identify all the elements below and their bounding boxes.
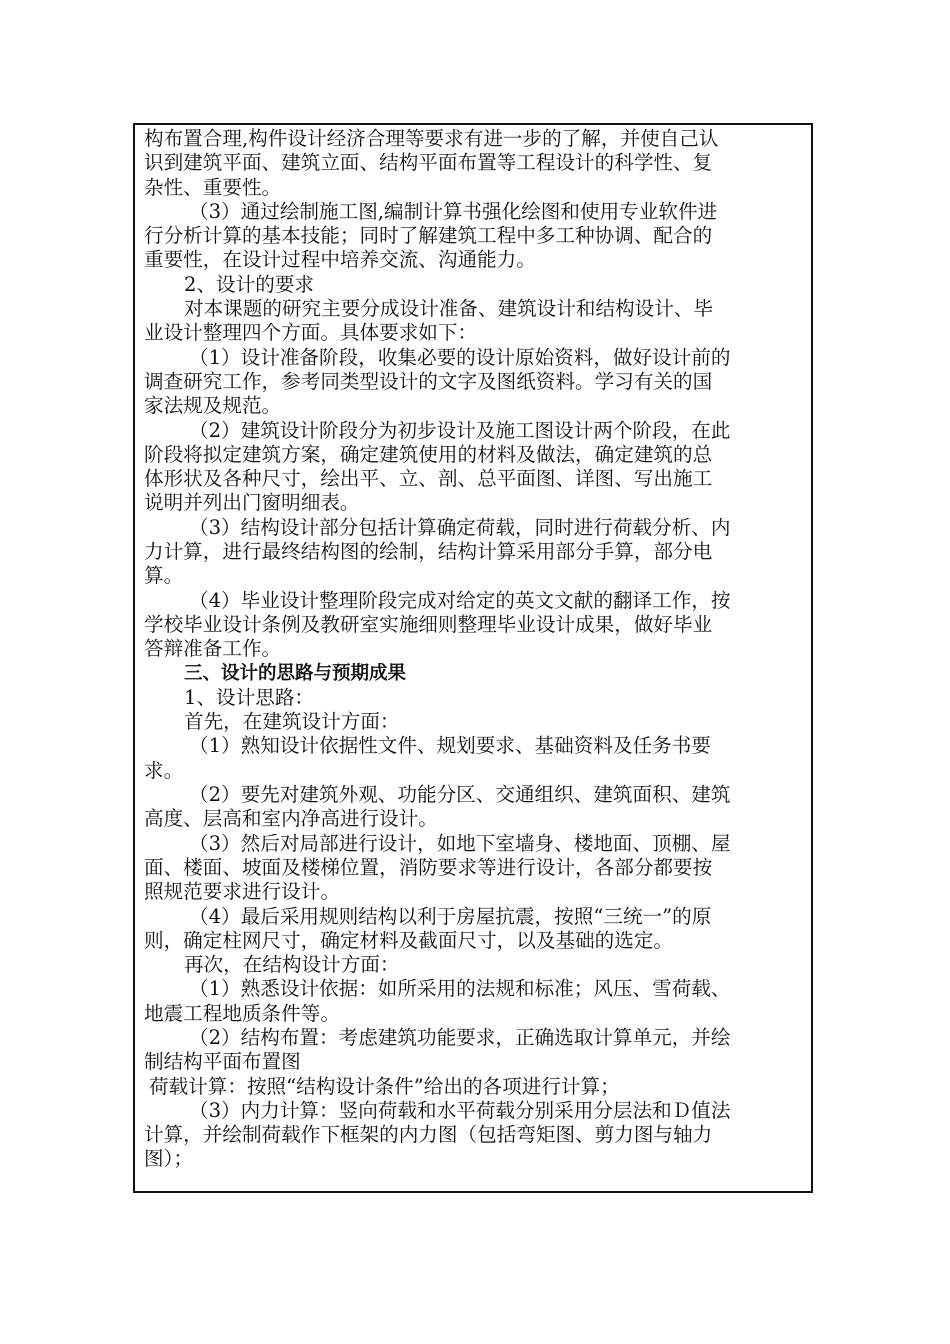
- text-line: （3）内力计算：竖向荷载和水平荷载分别采用分层法和Ｄ值法: [189, 1098, 731, 1122]
- text-line: 求。: [144, 758, 184, 782]
- text-line: 首先，在建筑设计方面：: [184, 710, 400, 734]
- text-line: 面、楼面、坡面及楼梯位置，消防要求等进行设计，各部分都要按: [144, 855, 713, 879]
- document-body: [144, 127, 806, 1172]
- text-line: 杂性、重要性。: [144, 175, 282, 199]
- text-line: （1）设计准备阶段，收集必要的设计原始资料，做好设计前的: [189, 345, 731, 369]
- document-frame: [133, 123, 813, 1193]
- text-line: 图）；: [144, 1147, 193, 1171]
- text-line: 力计算，进行最终结构图的绘制，结构计算采用部分手算，部分电: [144, 540, 713, 564]
- text-line: （1）熟知设计依据性文件、规划要求、基础资料及任务书要: [189, 734, 711, 758]
- text-line: （2）建筑设计阶段分为初步设计及施工图设计两个阶段，在此: [189, 418, 731, 442]
- text-line: 高度、层高和室内净高进行设计。: [144, 807, 438, 831]
- text-line: 调查研究工作，参考同类型设计的文字及图纸资料。学习有关的国: [144, 369, 713, 393]
- text-line: 学校毕业设计条例及教研室实施细则整理毕业设计成果，做好毕业: [144, 612, 713, 636]
- text-line: （3）然后对局部进行设计，如地下室墙身、楼地面、顶棚、屋: [189, 831, 731, 855]
- text-line: 业设计整理四个方面。具体要求如下：: [144, 321, 478, 345]
- text-line: 2、设计的要求: [184, 272, 315, 296]
- text-line: 照规范要求进行设计。: [144, 880, 340, 904]
- text-line: （4）毕业设计整理阶段完成对给定的英文文献的翻译工作，按: [189, 588, 731, 612]
- text-line: 识到建筑平面、建筑立面、结构平面布置等工程设计的科学性、复: [144, 151, 713, 175]
- text-line: 阶段将拟定建筑方案，确定建筑使用的材料及做法，确定建筑的总: [144, 442, 713, 466]
- text-line: 再次，在结构设计方面：: [184, 953, 400, 977]
- text-line: 答辩准备工作。: [144, 637, 282, 661]
- text-line: 地震工程地质条件等。: [144, 1001, 340, 1025]
- text-line: 体形状及各种尺寸，绘出平、立、剖、总平面图、详图、写出施工: [144, 467, 713, 491]
- text-line: （2）要先对建筑外观、功能分区、交通组织、建筑面积、建筑: [189, 783, 731, 807]
- text-line: 对本课题的研究主要分成设计准备、建筑设计和结构设计、毕: [184, 297, 714, 321]
- text-line: （1）熟悉设计依据：如所采用的法规和标准；风压、雪荷载、: [189, 977, 731, 1001]
- text-line: （3）结构设计部分包括计算确定荷载，同时进行荷载分析、内: [189, 515, 731, 539]
- text-line: 家法规及规范。: [144, 394, 282, 418]
- text-line: 行分析计算的基本技能；同时了解建筑工程中多工种协调、配合的: [144, 224, 713, 248]
- text-line: 则，确定柱网尺寸，确定材料及截面尺寸，以及基础的选定。: [144, 928, 674, 952]
- text-line: 荷载计算：按照“结构设计条件”给出的各项进行计算；: [149, 1074, 620, 1098]
- text-line: 重要性，在设计过程中培养交流、沟通能力。: [144, 248, 536, 272]
- text-line: （4）最后采用规则结构以利于房屋抗震，按照“三统一”的原: [189, 904, 712, 928]
- text-line: 1、设计思路：: [184, 685, 315, 709]
- text-line: （2）结构布置：考虑建筑功能要求，正确选取计算单元，并绘: [189, 1025, 731, 1049]
- section-heading: 三、设计的思路与预期成果: [184, 662, 407, 684]
- text-line: 构布置合理,构件设计经济合理等要求有进一步的了解，并使自己认: [144, 127, 719, 150]
- text-line: （3）通过绘制施工图,编制计算书强化绘图和使用专业软件进: [189, 199, 718, 223]
- text-line: 算。: [144, 564, 184, 588]
- text-line: 制结构平面布置图: [144, 1050, 301, 1074]
- text-line: 说明并列出门窗明细表。: [144, 491, 360, 515]
- text-line: 计算，并绘制荷载作下框架的内力图（包括弯矩图、剪力图与轴力: [144, 1123, 713, 1147]
